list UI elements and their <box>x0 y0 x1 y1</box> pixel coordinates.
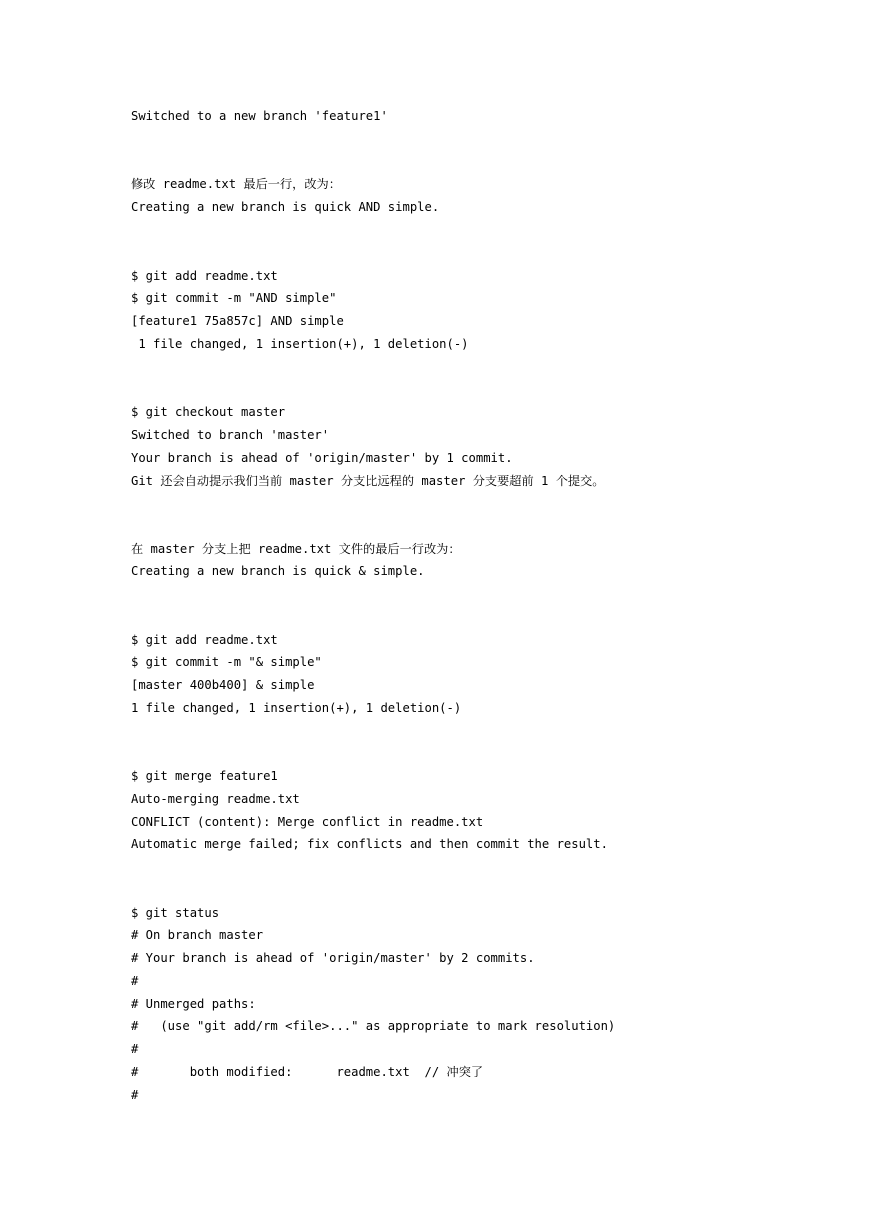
command-line: $ git merge feature1 <box>131 769 278 783</box>
output-line: Auto-merging readme.txt <box>131 792 300 806</box>
output-line: # (use "git add/rm <file>..." as appropriate to mark resolution) <box>131 1019 616 1033</box>
output-line: # <box>131 974 139 988</box>
output-line: [feature1 75a857c] AND simple <box>131 314 344 328</box>
text-line: Switched to a new branch 'feature1' <box>131 109 388 123</box>
text-line: 在 master 分支上把 readme.txt 文件的最后一行改为： <box>131 542 461 556</box>
output-line: CONFLICT (content): Merge conflict in readme.txt <box>131 815 484 829</box>
text-line: Creating a new branch is quick & simple. <box>131 564 425 578</box>
text-line: 修改 readme.txt 最后一行，改为： <box>131 177 341 191</box>
command-line: $ git add readme.txt <box>131 633 278 647</box>
output-line: # <box>131 1042 139 1056</box>
output-line: # both modified: readme.txt // 冲突了 <box>131 1065 484 1079</box>
command-line: $ git checkout master <box>131 405 286 419</box>
text-line: Creating a new branch is quick AND simple. <box>131 200 440 214</box>
output-line: 1 file changed, 1 insertion(+), 1 deletion(-) <box>131 701 462 715</box>
output-line: Switched to branch 'master' <box>131 428 330 442</box>
command-line: $ git add readme.txt <box>131 269 278 283</box>
command-line: $ git commit -m "AND simple" <box>131 291 337 305</box>
command-line: $ git commit -m "& simple" <box>131 655 322 669</box>
output-line: # On branch master <box>131 928 264 942</box>
output-line: # Unmerged paths: <box>131 997 256 1011</box>
text-line: Git 还会自动提示我们当前 master 分支比远程的 master 分支要超前 1 个提交。 <box>131 474 605 488</box>
output-line: Automatic merge failed; fix conflicts and then commit the result. <box>131 837 608 851</box>
output-line: 1 file changed, 1 insertion(+), 1 deletion(-) <box>131 337 469 351</box>
output-line: Your branch is ahead of 'origin/master' by 1 commit. <box>131 451 513 465</box>
output-line: # Your branch is ahead of 'origin/master' by 2 commits. <box>131 951 535 965</box>
command-line: $ git status <box>131 906 220 920</box>
output-line: [master 400b400] & simple <box>131 678 315 692</box>
output-line: # <box>131 1088 139 1102</box>
